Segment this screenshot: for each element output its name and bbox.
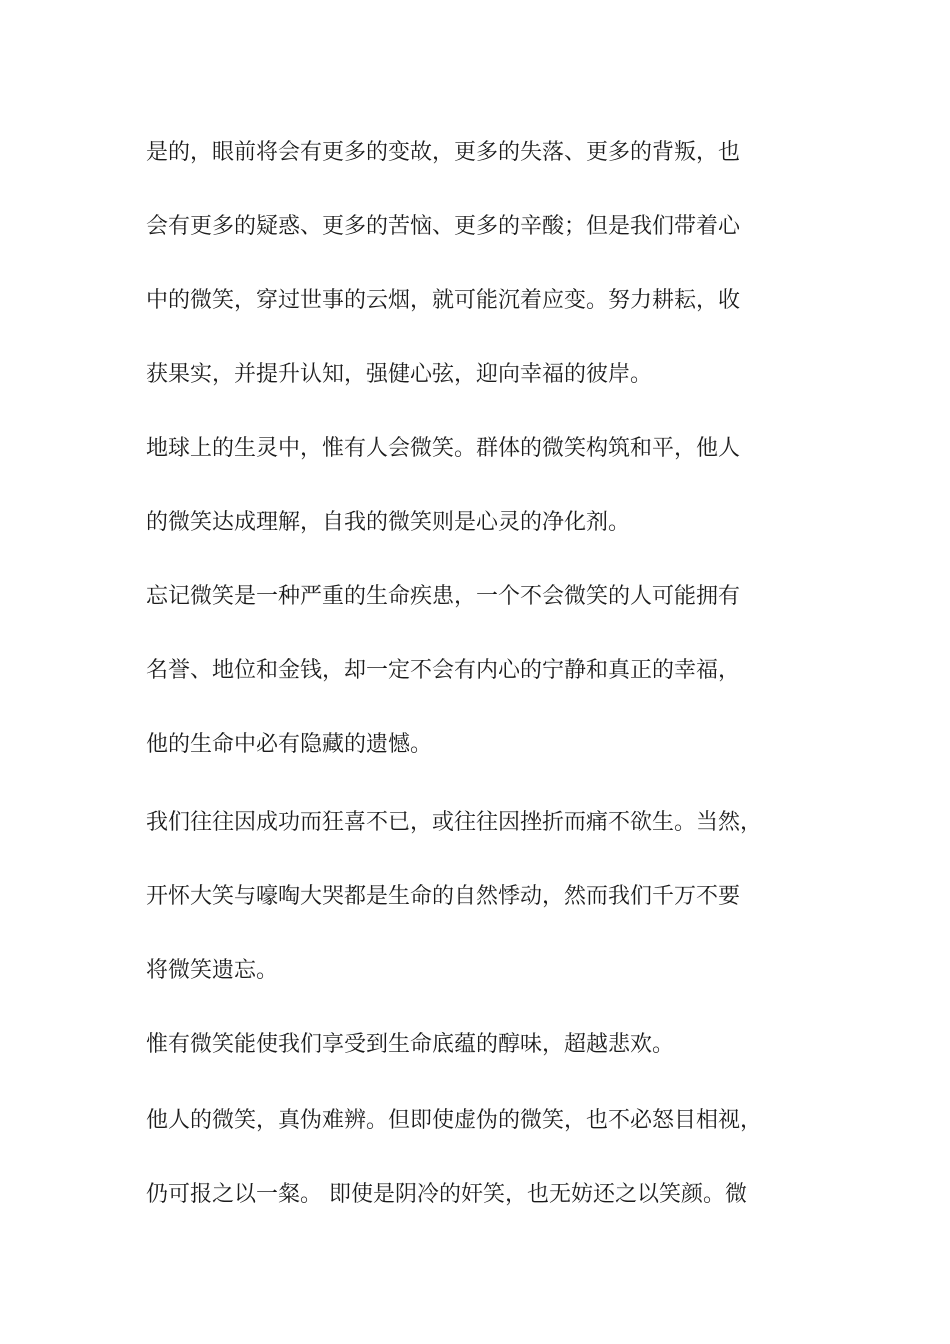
text-line: 获果实，并提升认知，强健心弦，迎向幸福的彼岸。 <box>146 362 653 387</box>
text-line: 开怀大笑与嚎啕大哭都是生命的自然悸动，然而我们千万不要 <box>146 884 741 909</box>
text-line: 仍可报之以一粲。 即使是阴冷的奸笑，也无妨还之以笑颜。微 <box>146 1182 747 1207</box>
text-line: 将微笑遗忘。 <box>146 958 279 983</box>
text-line: 中的微笑，穿过世事的云烟，就可能沉着应变。努力耕耘，收 <box>146 288 741 313</box>
text-line: 的微笑达成理解，自我的微笑则是心灵的净化剂。 <box>146 510 631 535</box>
text-line: 是的，眼前将会有更多的变故，更多的失落、更多的背叛，也 <box>146 140 741 165</box>
text-line: 我们往往因成功而狂喜不已，或往往因挫折而痛不欲生。当然， <box>146 810 763 835</box>
text-line: 他人的微笑，真伪难辨。但即使虚伪的微笑，也不必怒目相视， <box>146 1108 763 1133</box>
text-line: 他的生命中必有隐藏的遗憾。 <box>146 732 433 757</box>
text-line: 忘记微笑是一种严重的生命疾患，一个不会微笑的人可能拥有 <box>146 584 741 609</box>
text-line: 惟有微笑能使我们享受到生命底蕴的醇味，超越悲欢。 <box>146 1032 675 1057</box>
text-line: 会有更多的疑惑、更多的苦恼、更多的辛酸；但是我们带着心 <box>146 214 741 239</box>
text-line: 名誉、地位和金钱，却一定不会有内心的宁静和真正的幸福， <box>146 658 741 683</box>
text-line: 地球上的生灵中，惟有人会微笑。群体的微笑构筑和平，他人 <box>146 436 741 461</box>
